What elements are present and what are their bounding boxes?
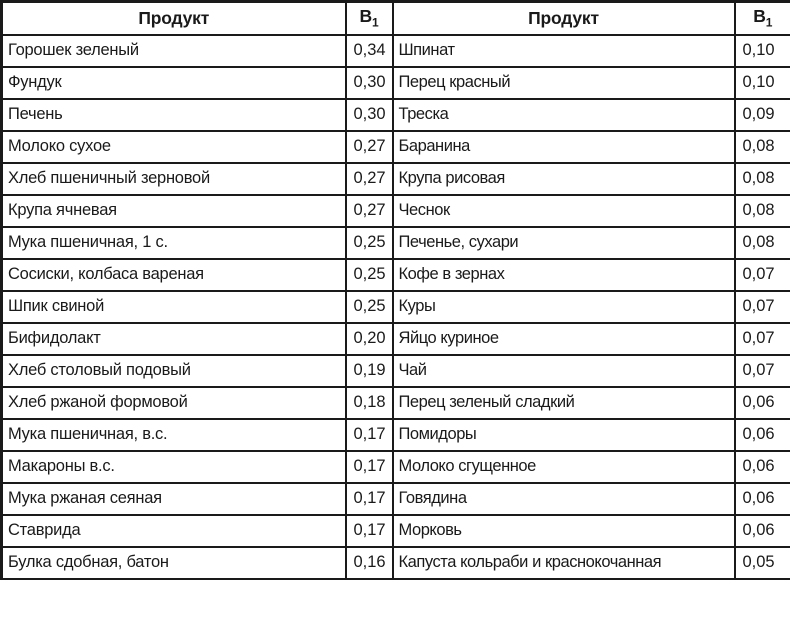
cell-value-left: 0,17: [346, 483, 393, 515]
column-header-vitamin-b1-right: [735, 2, 790, 36]
table-body: [2, 35, 790, 579]
cell-value-left: 0,30: [346, 99, 393, 131]
cell-product-left: Макароны в.с.: [2, 451, 346, 483]
cell-value-left: 0,17: [346, 515, 393, 547]
cell-product-left: Горошек зеленый: [2, 35, 346, 67]
table-header: [2, 2, 790, 36]
cell-product-left: Хлеб пшеничный зерновой: [2, 163, 346, 195]
table-row: [2, 259, 790, 291]
cell-product-right: Говядина: [393, 483, 735, 515]
cell-value-right: 0,06: [735, 483, 790, 515]
table-row: [2, 227, 790, 259]
cell-value-left: 0,16: [346, 547, 393, 579]
cell-value-right: 0,07: [735, 323, 790, 355]
cell-product-left: Мука ржаная сеяная: [2, 483, 346, 515]
cell-value-left: 0,25: [346, 291, 393, 323]
cell-product-right: Морковь: [393, 515, 735, 547]
cell-product-left: Сосиски, колбаса вареная: [2, 259, 346, 291]
cell-product-right: Перец красный: [393, 67, 735, 99]
table-row: [2, 35, 790, 67]
cell-value-left: 0,19: [346, 355, 393, 387]
cell-value-left: 0,17: [346, 451, 393, 483]
cell-value-right: 0,07: [735, 259, 790, 291]
column-header-product-left: Продукт: [2, 2, 346, 36]
cell-product-right: Баранина: [393, 131, 735, 163]
table-row: [2, 131, 790, 163]
table-row: [2, 355, 790, 387]
cell-value-right: 0,07: [735, 291, 790, 323]
cell-value-right: 0,10: [735, 35, 790, 67]
cell-product-right: Яйцо куриное: [393, 323, 735, 355]
cell-product-left: Хлеб ржаной формовой: [2, 387, 346, 419]
cell-product-right: Печенье, сухари: [393, 227, 735, 259]
table-row: [2, 483, 790, 515]
cell-value-left: 0,27: [346, 195, 393, 227]
cell-product-left: Мука пшеничная, 1 с.: [2, 227, 346, 259]
cell-product-right: Помидоры: [393, 419, 735, 451]
cell-product-right: Треска: [393, 99, 735, 131]
cell-value-left: 0,27: [346, 131, 393, 163]
cell-value-left: 0,30: [346, 67, 393, 99]
vitamin-subscript-right: 1: [765, 15, 773, 30]
cell-value-right: 0,05: [735, 547, 790, 579]
cell-value-right: 0,10: [735, 67, 790, 99]
vitamin-subscript-left: 1: [371, 15, 379, 30]
cell-product-left: Фундук: [2, 67, 346, 99]
cell-value-right: 0,08: [735, 131, 790, 163]
table-row: [2, 195, 790, 227]
table-row: [2, 547, 790, 579]
table-row: [2, 387, 790, 419]
cell-value-left: 0,25: [346, 227, 393, 259]
cell-product-left: Хлеб столовый подовый: [2, 355, 346, 387]
cell-product-right: Крупа рисовая: [393, 163, 735, 195]
cell-product-right: Чай: [393, 355, 735, 387]
table-row: [2, 515, 790, 547]
cell-product-right: Кофе в зернах: [393, 259, 735, 291]
cell-value-right: 0,06: [735, 387, 790, 419]
cell-product-right: Молоко сгущенное: [393, 451, 735, 483]
table-row: [2, 163, 790, 195]
table-row: [2, 291, 790, 323]
cell-value-right: 0,06: [735, 451, 790, 483]
cell-value-left: 0,20: [346, 323, 393, 355]
column-header-product-right: Продукт: [393, 2, 735, 36]
cell-product-left: Молоко сухое: [2, 131, 346, 163]
cell-product-left: Шпик свиной: [2, 291, 346, 323]
cell-product-right: Капуста кольраби и краснокочанная: [393, 547, 735, 579]
cell-product-right: Перец зеленый сладкий: [393, 387, 735, 419]
cell-product-right: Куры: [393, 291, 735, 323]
table-row: [2, 323, 790, 355]
vitamin-letter-right: B: [753, 6, 766, 27]
cell-product-left: Ставрида: [2, 515, 346, 547]
column-header-vitamin-b1-left: [346, 2, 393, 36]
cell-product-left: Печень: [2, 99, 346, 131]
table-row: [2, 419, 790, 451]
cell-value-right: 0,06: [735, 515, 790, 547]
cell-value-right: 0,08: [735, 163, 790, 195]
table-row: [2, 99, 790, 131]
cell-value-right: 0,08: [735, 195, 790, 227]
cell-value-right: 0,07: [735, 355, 790, 387]
cell-value-left: 0,34: [346, 35, 393, 67]
cell-value-right: 0,06: [735, 419, 790, 451]
cell-value-right: 0,09: [735, 99, 790, 131]
table-row: [2, 451, 790, 483]
cell-product-left: Булка сдобная, батон: [2, 547, 346, 579]
vitamin-letter-left: B: [359, 6, 372, 27]
table-row: [2, 67, 790, 99]
cell-product-right: Шпинат: [393, 35, 735, 67]
cell-product-left: Бифидолакт: [2, 323, 346, 355]
cell-value-left: 0,18: [346, 387, 393, 419]
cell-product-left: Крупа ячневая: [2, 195, 346, 227]
cell-value-left: 0,27: [346, 163, 393, 195]
cell-value-left: 0,25: [346, 259, 393, 291]
cell-product-right: Чеснок: [393, 195, 735, 227]
cell-value-right: 0,08: [735, 227, 790, 259]
cell-product-left: Мука пшеничная, в.с.: [2, 419, 346, 451]
header-row: [2, 2, 790, 36]
cell-value-left: 0,17: [346, 419, 393, 451]
